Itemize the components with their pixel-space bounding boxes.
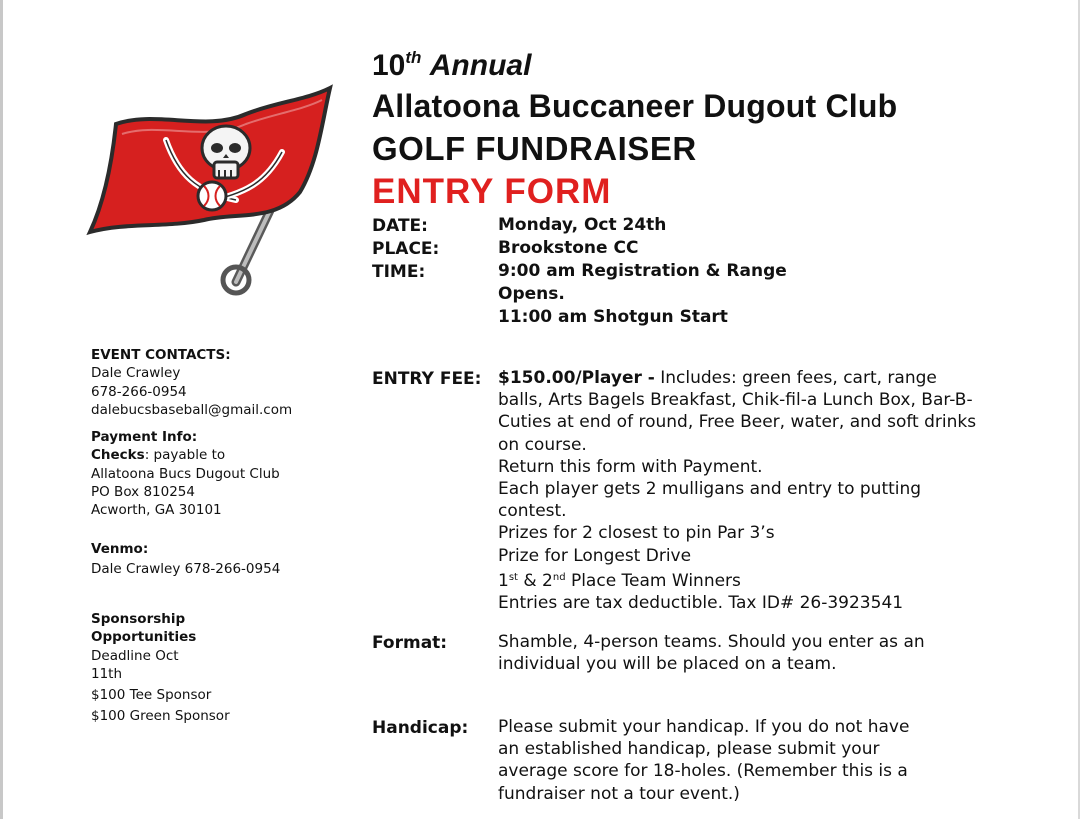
annual-word: Annual — [429, 49, 532, 82]
contact-name: Dale Crawley — [91, 365, 181, 382]
event-title: GOLF FUNDRAISER — [372, 130, 697, 167]
form-title: ENTRY FORM — [372, 172, 612, 211]
date-value: Monday, Oct 24th — [498, 215, 667, 235]
sponsor-heading-2: Opportunities — [91, 629, 197, 646]
time-line-2: Opens. — [498, 284, 565, 304]
green-sponsor: $100 Green Sponsor — [91, 708, 230, 725]
format-details — [498, 631, 1038, 675]
time-value — [498, 260, 787, 329]
second-sup: nd — [552, 571, 566, 583]
contact-email: dalebucsbaseball@gmail.com — [91, 401, 293, 418]
format-label: Format: — [372, 633, 448, 653]
first-num: 1 — [498, 570, 509, 591]
checks-line — [91, 446, 331, 464]
ordinal: 10 — [372, 49, 406, 82]
checks-text: : payable to — [144, 447, 226, 464]
handicap-line-3: average score for 18-holes. (Remember this is a — [498, 761, 908, 782]
deadline-2: 11th — [91, 665, 123, 682]
city: Acworth, GA 30101 — [91, 502, 222, 519]
handicap-line-4: fundraiser not a tour event.) — [498, 783, 740, 804]
venmo-info — [91, 540, 331, 579]
checks-label: Checks — [91, 447, 145, 464]
format-line-2: individual you will be placed on a team. — [498, 654, 837, 675]
fee-includes-4: on course. — [498, 434, 587, 455]
time-label: TIME: — [372, 262, 426, 282]
payee: Allatoona Bucs Dugout Club — [91, 465, 280, 482]
payment-info — [91, 428, 331, 519]
format-line-1: Shamble, 4-person teams. Should you enter as an — [498, 632, 925, 652]
buccaneer-flag-logo-icon — [86, 82, 336, 300]
handicap-details — [498, 716, 1038, 805]
handicap-line-1: Please submit your handicap. If you do not have — [498, 717, 910, 737]
tee-sponsor: $100 Tee Sponsor — [91, 687, 212, 704]
handicap-line-2: an established handicap, please submit your — [498, 739, 880, 760]
annual-title — [372, 48, 531, 83]
winners-text: Place Team Winners — [565, 570, 741, 591]
event-contacts — [91, 346, 331, 419]
second-num: & 2 — [517, 570, 553, 591]
fee-line-1 — [498, 367, 1038, 389]
venmo-heading: Venmo: — [91, 541, 149, 557]
fee-includes-2: balls, Arts Bagels Breakfast, Chik-fil-a Lunch Box, Bar-B- — [498, 390, 973, 411]
po-box: PO Box 810254 — [91, 483, 195, 500]
fee-tax: Entries are tax deductible. Tax ID# 26-3923541 — [498, 593, 904, 614]
time-line-1: 9:00 am Registration & Range — [498, 261, 787, 281]
contacts-heading: EVENT CONTACTS: — [91, 347, 231, 363]
venmo-text: Dale Crawley 678-266-0954 — [91, 561, 281, 578]
contact-phone: 678-266-0954 — [91, 383, 187, 400]
fee-team-winners — [498, 567, 1038, 592]
sponsorship-info — [91, 610, 331, 726]
handicap-label: Handicap: — [372, 718, 469, 738]
fee-return: Return this form with Payment. — [498, 456, 763, 477]
club-title: Allatoona Buccaneer Dugout Club — [372, 88, 898, 124]
fee-includes-3: Cuties at end of round, Free Beer, water, and soft drinks — [498, 412, 977, 433]
fee-mulligans-1: Each player gets 2 mulligans and entry to putting — [498, 479, 922, 500]
place-label: PLACE: — [372, 239, 440, 259]
fee-includes-1: Includes: green fees, cart, range — [654, 368, 937, 388]
entry-fee-label: ENTRY FEE: — [372, 369, 482, 389]
time-line-3: 11:00 am Shotgun Start — [498, 307, 728, 327]
payment-heading: Payment Info: — [91, 429, 198, 445]
first-sup: st — [508, 571, 518, 583]
fee-prizes-pin: Prizes for 2 closest to pin Par 3’s — [498, 523, 775, 544]
fee-mulligans-2: contest. — [498, 501, 567, 522]
date-label: DATE: — [372, 216, 428, 236]
fee-price: $150.00/Player - — [498, 368, 655, 388]
place-value: Brookstone CC — [498, 238, 639, 258]
fee-prize-drive: Prize for Longest Drive — [498, 545, 692, 566]
entry-fee-details — [498, 367, 1038, 614]
deadline-1: Deadline Oct — [91, 647, 179, 664]
sponsor-heading-1: Sponsorship — [91, 611, 186, 627]
ordinal-suffix: th — [405, 48, 422, 67]
